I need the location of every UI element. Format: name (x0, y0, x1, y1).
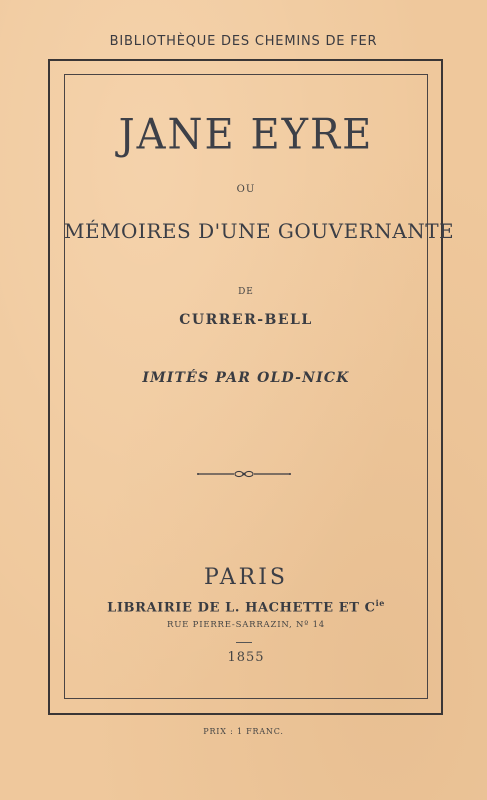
publisher-name (64, 598, 428, 615)
publication-city: PARIS (204, 565, 288, 590)
book-subtitle: MÉMOIRES D'UNE GOUVERNANTE (64, 219, 455, 243)
publication-year: 1855 (227, 650, 265, 665)
book-title: JANE EYRE (118, 110, 374, 160)
scroll-ornament-icon (196, 468, 292, 480)
publisher-address: RUE PIERRE-SARRAZIN, Nº 14 (167, 620, 325, 630)
author-preposition: DE (238, 287, 254, 297)
adaptation-credit: IMITÉS PAR OLD-NICK (142, 370, 350, 386)
title-conjunction: OU (236, 184, 256, 195)
series-title: BIBLIOTHÈQUE DES CHEMINS DE FER (109, 34, 378, 49)
divider-rule (236, 642, 252, 643)
publisher-superscript: ie (375, 598, 385, 608)
author-name: CURRER-BELL (179, 312, 313, 328)
publisher-text: LIBRAIRIE DE L. HACHETTE ET C (107, 600, 376, 616)
price-label: PRIX : 1 FRANC. (203, 727, 284, 736)
